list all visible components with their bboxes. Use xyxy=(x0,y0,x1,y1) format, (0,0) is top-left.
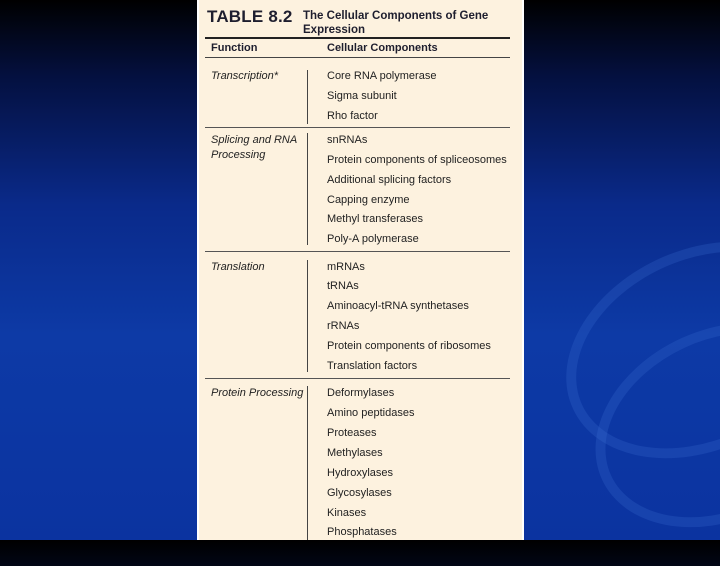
component-item: Core RNA polymerase xyxy=(327,70,437,82)
header-components: Cellular Components xyxy=(327,42,438,54)
table-top-rule xyxy=(205,37,510,39)
component-item: Sigma subunit xyxy=(327,90,397,102)
section-divider xyxy=(307,70,308,124)
component-item: Rho factor xyxy=(327,110,378,122)
component-item: Deformylases xyxy=(327,387,395,399)
component-item: Hydroxylases xyxy=(327,467,394,479)
component-item: Protein components of spliceosomes xyxy=(327,154,507,166)
component-item: Capping enzyme xyxy=(327,194,410,206)
component-item: Protein components of ribosomes xyxy=(327,340,491,352)
function-translation: Translation xyxy=(211,261,265,273)
component-item: Proteases xyxy=(327,427,377,439)
component-item: Poly-A polymerase xyxy=(327,233,419,245)
function-splicing: Splicing and RNA Processing xyxy=(211,134,297,161)
component-item: Translation factors xyxy=(327,360,418,372)
section-rule xyxy=(205,378,510,379)
component-item: Amino peptidases xyxy=(327,407,415,419)
function-protein-processing: Protein Processing xyxy=(211,387,304,399)
header-function: Function xyxy=(211,42,258,54)
component-item: snRNAs xyxy=(327,134,368,146)
table-card xyxy=(197,0,524,540)
component-item: Methylases xyxy=(327,447,383,459)
section-rule xyxy=(205,127,510,128)
component-item: mRNAs xyxy=(327,261,365,273)
function-transcription: Transcription* xyxy=(211,70,279,82)
component-item: Additional splicing factors xyxy=(327,174,452,186)
table-number: TABLE 8.2 xyxy=(207,7,293,26)
component-item: tRNAs xyxy=(327,280,359,292)
section-divider xyxy=(307,386,308,540)
table-title: The Cellular Components of Gene Expression xyxy=(303,10,489,36)
component-item: Glycosylases xyxy=(327,487,392,499)
section-divider xyxy=(307,260,308,372)
component-item: rRNAs xyxy=(327,320,360,332)
section-rule xyxy=(205,251,510,252)
table xyxy=(199,0,522,540)
component-item: Kinases xyxy=(327,507,367,519)
component-item: Phosphatases xyxy=(327,526,397,538)
component-item: Aminoacyl-tRNA synthetases xyxy=(327,300,469,312)
section-divider xyxy=(307,133,308,245)
header-rule xyxy=(205,57,510,58)
component-item: Methyl transferases xyxy=(327,213,423,225)
